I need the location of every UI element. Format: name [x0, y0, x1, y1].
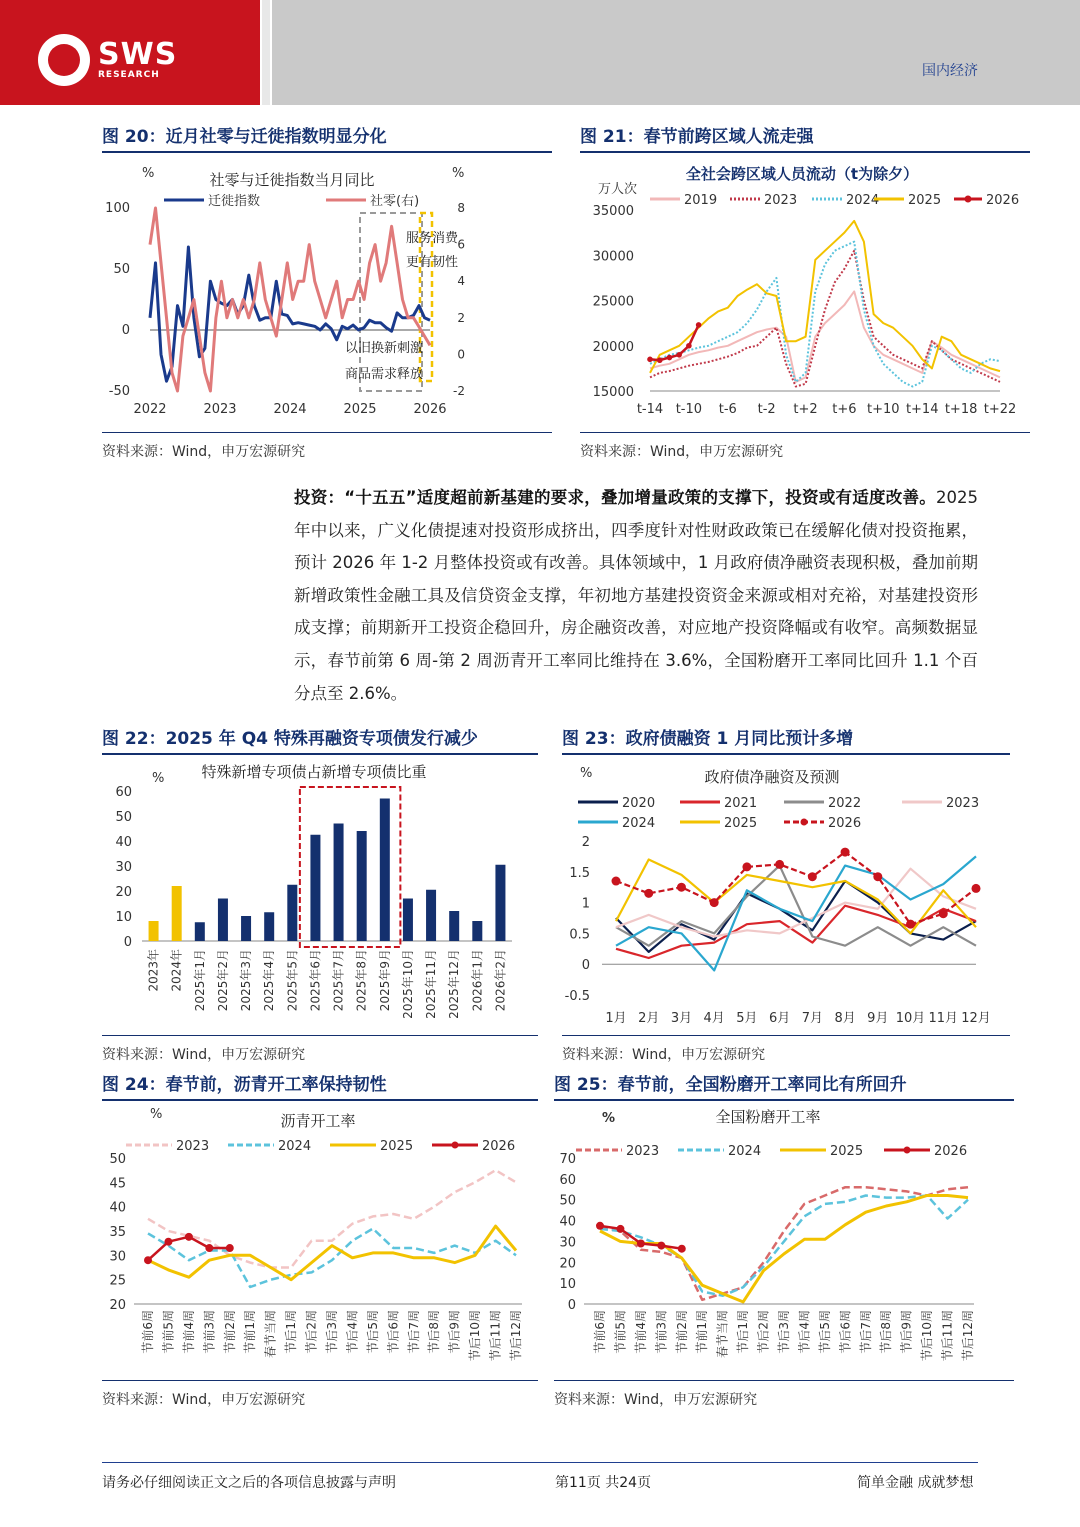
fig25-y-label: %	[602, 1111, 616, 1126]
fig20-xtick: 2022	[133, 402, 167, 417]
fig22-xtick: 2025年12月	[447, 949, 462, 1019]
fig22-xtick: 2025年1月	[192, 949, 207, 1012]
fig22-bar	[380, 799, 390, 942]
fig24-xtick: 节后5周	[365, 1310, 380, 1354]
fig24-legend-2026-marker	[452, 1142, 459, 1149]
fig22-y-label: %	[152, 771, 165, 786]
fig23-legend-2023-label: 2023	[946, 796, 980, 811]
fig20-ytick-left: -50	[108, 384, 130, 399]
fig22-bar	[264, 912, 274, 941]
body-paragraph	[294, 482, 978, 710]
fig21-ytick: 15000	[592, 385, 634, 400]
fig24-xtick: 节前2周	[222, 1310, 237, 1354]
fig21-series-2023	[650, 251, 1000, 387]
fig24-source: 资料来源：Wind，申万宏源研究	[102, 1380, 538, 1409]
fig21-xtick: t+2	[793, 402, 818, 417]
fig23-legend-2025-label: 2025	[724, 816, 758, 831]
fig20-annotation-goods-2: 商品需求释放	[345, 367, 424, 382]
fig22-xtick: 2025年3月	[239, 949, 254, 1012]
fig21-xtick: t+6	[832, 402, 857, 417]
fig24-xtick: 节后3周	[325, 1310, 339, 1354]
fig21-legend-2019-label: 2019	[684, 193, 718, 208]
fig25-legend-2025-label: 2025	[830, 1144, 864, 1159]
fig20-chart	[102, 155, 552, 425]
fig23-point-2026	[612, 877, 621, 886]
fig24-series-2024	[148, 1229, 516, 1287]
fig25-xtick: 节后3周	[777, 1310, 791, 1354]
fig24-point-2026	[185, 1233, 193, 1241]
fig23-ytick: 0	[581, 958, 590, 974]
fig25-ytick: 40	[559, 1214, 576, 1230]
fig22-ytick: 0	[123, 935, 132, 950]
fig25-point-2026	[657, 1242, 665, 1250]
fig25-chart-title: 全国粉磨开工率	[715, 1108, 821, 1126]
fig23-point-2026	[644, 889, 653, 898]
fig20-ytick-right: 0	[457, 347, 465, 362]
logo-main-text: SWS	[98, 37, 178, 72]
fig22-title: 图 22：2025 年 Q4 特殊再融资专项债发行减少	[102, 724, 538, 755]
fig25-title: 图 25：春节前，全国粉磨开工率同比有所回升	[554, 1070, 1014, 1101]
fig22-xtick: 2025年11月	[424, 949, 439, 1019]
fig22-xtick: 2025年8月	[354, 949, 369, 1012]
fig25-ytick: 70	[559, 1152, 576, 1167]
fig24-ytick: 35	[109, 1225, 126, 1240]
fig21-point-2026	[696, 322, 702, 328]
fig23-y-label: %	[580, 766, 593, 781]
fig24-legend-2026-label: 2026	[482, 1139, 516, 1154]
fig23-xtick: 11月	[928, 1011, 959, 1026]
fig20-ytick-right: 4	[457, 274, 465, 289]
fig22-bar	[334, 824, 344, 942]
fig20-ytick-right: 8	[457, 201, 465, 215]
fig24-point-2026	[144, 1256, 152, 1264]
fig21-title: 图 21：春节前跨区域人流走强	[580, 122, 1030, 153]
fig24-chart	[102, 1100, 538, 1378]
fig21-xtick: t-6	[718, 402, 737, 417]
fig23-source: 资料来源：Wind，申万宏源研究	[562, 1035, 1010, 1064]
fig23-xtick: 8月	[834, 1011, 856, 1026]
fig25-point-2026	[616, 1225, 624, 1233]
fig22-chart-title: 特殊新增专项债占新增专项债比重	[201, 763, 427, 781]
fig23-ytick: 0.5	[569, 927, 590, 943]
fig25-legend-2026-marker	[904, 1147, 911, 1154]
fig24-xtick: 节前4周	[181, 1310, 196, 1354]
fig25-xtick: 节后6周	[838, 1310, 853, 1354]
fig23-point-2026	[775, 860, 784, 869]
fig22-bar	[287, 885, 297, 941]
footer-disclaimer: 请务必仔细阅读正文之后的各项信息披露与声明	[102, 1475, 396, 1491]
fig21-point-2026	[667, 355, 673, 361]
fig20-series-migration	[150, 247, 430, 381]
fig23-legend-2026-label: 2026	[828, 816, 862, 831]
fig20-xtick: 2026	[413, 402, 447, 417]
fig25-ytick: 10	[559, 1277, 576, 1293]
fig23-point-2026	[677, 883, 686, 892]
fig25-chart	[554, 1100, 1014, 1378]
fig20-title: 图 20：近月社零与迁徙指数明显分化	[102, 122, 552, 153]
fig21-xtick: t+14	[905, 402, 939, 417]
fig25-xtick: 节后4周	[797, 1310, 812, 1354]
fig22-bar	[403, 899, 413, 942]
fig22-bar	[472, 921, 482, 941]
fig24-legend-2023-label: 2023	[176, 1139, 210, 1154]
fig24-legend-2025-label: 2025	[380, 1139, 414, 1154]
fig25-point-2026	[596, 1222, 604, 1230]
footer-divider	[102, 1462, 978, 1463]
fig24-xtick: 节前6周	[141, 1310, 155, 1354]
fig22-ytick: 20	[115, 885, 132, 900]
fig21-ytick: 25000	[592, 294, 634, 310]
fig23-series-2026	[616, 852, 976, 924]
fig24-xtick: 节后10周	[468, 1310, 483, 1362]
fig21-xtick: t+10	[867, 402, 900, 417]
fig22-ytick: 30	[115, 860, 132, 875]
fig24-ytick: 45	[109, 1176, 126, 1192]
fig24-point-2026	[205, 1244, 213, 1252]
fig24-ytick: 50	[109, 1152, 126, 1167]
fig23-point-2026	[906, 920, 915, 929]
fig25-ytick: 30	[559, 1235, 576, 1251]
fig23-xtick: 12月	[961, 1011, 991, 1026]
fig24-y-label: %	[150, 1107, 163, 1122]
fig23-chart-title: 政府债净融资及预测	[704, 768, 840, 786]
fig20-chart-title: 社零与迁徙指数当月同比	[209, 171, 375, 189]
fig20-legend-migration-label: 迁徙指数	[208, 194, 261, 209]
fig20-left-unit: %	[142, 166, 155, 181]
fig24-chart-title: 沥青开工率	[280, 1112, 356, 1130]
fig21-series-2019	[650, 291, 1000, 382]
fig24-xtick: 节后4周	[345, 1310, 360, 1354]
fig25-series-2025	[600, 1196, 968, 1302]
fig25-xtick: 节后5周	[817, 1310, 832, 1354]
fig25-xtick: 春节当周	[715, 1310, 730, 1359]
fig24-xtick: 节后6周	[386, 1310, 401, 1354]
fig23-ytick: -0.5	[564, 989, 590, 1004]
fig25-legend-2023-label: 2023	[626, 1144, 660, 1159]
fig25-xtick: 节后2周	[756, 1310, 771, 1354]
fig22-xtick: 2025年2月	[215, 949, 230, 1012]
fig24-xtick: 节前1周	[243, 1310, 258, 1354]
fig25-xtick: 节前4周	[633, 1310, 648, 1354]
fig24-xtick: 节后2周	[304, 1310, 319, 1354]
fig22-xtick: 2025年10月	[400, 949, 415, 1019]
fig22-ytick: 40	[115, 835, 132, 850]
fig21-legend-2025-label: 2025	[908, 193, 942, 208]
sws-logo	[38, 34, 177, 86]
fig23-legend-2021-label: 2021	[724, 796, 758, 811]
fig21-source: 资料来源：Wind，申万宏源研究	[580, 432, 1030, 461]
fig24-xtick: 节后1周	[284, 1310, 299, 1354]
fig25-xtick: 节前2周	[674, 1310, 689, 1354]
fig22-ytick: 60	[115, 785, 132, 800]
fig22-bar	[495, 865, 505, 941]
fig23-xtick: 5月	[736, 1011, 758, 1026]
fig20-ytick-right: 2	[457, 310, 465, 325]
fig20-ytick-left: 50	[113, 262, 130, 277]
fig24-xtick: 节前3周	[202, 1310, 217, 1354]
fig23-xtick: 4月	[703, 1011, 725, 1026]
fig23-ytick: 1.5	[569, 865, 590, 881]
fig20-ytick-left: 100	[105, 201, 130, 216]
fig25-legend-2026-label: 2026	[934, 1144, 968, 1159]
fig22-bar	[195, 922, 205, 941]
fig24-title: 图 24：春节前，沥青开工率保持韧性	[102, 1070, 538, 1101]
fig23-xtick: 3月	[670, 1011, 693, 1026]
fig22-bar	[149, 921, 159, 941]
fig25-xtick: 节前1周	[695, 1310, 710, 1354]
fig23-point-2026	[873, 872, 882, 881]
fig23-xtick: 7月	[801, 1011, 824, 1026]
fig23-chart	[562, 755, 1010, 1031]
fig23-ytick: 1	[581, 896, 590, 912]
fig23-point-2026	[841, 848, 850, 857]
fig22-bar	[426, 890, 436, 941]
fig23-legend-2024-label: 2024	[622, 816, 656, 831]
fig25-legend-2024-label: 2024	[728, 1144, 762, 1159]
fig24-ytick: 25	[109, 1273, 126, 1289]
fig22-bar	[357, 831, 367, 941]
fig20-xtick: 2023	[203, 402, 237, 417]
fig23-xtick: 2月	[638, 1011, 660, 1026]
fig23-legend-2022-label: 2022	[828, 796, 862, 811]
fig24-xtick: 节后8周	[427, 1310, 442, 1354]
fig20-ytick-left: 0	[121, 323, 130, 338]
fig21-chart	[580, 155, 1030, 425]
fig22-bar	[241, 916, 251, 941]
fig24-ytick: 20	[109, 1298, 126, 1313]
fig23-legend-2026-marker	[801, 819, 808, 826]
fig23-point-2026	[742, 862, 751, 871]
fig21-series-2024	[650, 242, 1000, 387]
fig22-xtick: 2026年2月	[493, 949, 508, 1012]
fig24-point-2026	[164, 1238, 172, 1246]
fig22-ytick: 50	[115, 810, 132, 825]
fig24-xtick: 节前5周	[161, 1310, 176, 1354]
fig22-xtick: 2023年	[146, 949, 161, 992]
fig25-source: 资料来源：Wind，申万宏源研究	[554, 1380, 1014, 1409]
fig25-xtick: 节后12周	[961, 1310, 975, 1362]
fig23-xtick: 6月	[768, 1011, 791, 1026]
fig22-xtick: 2025年7月	[331, 949, 346, 1012]
fig25-point-2026	[678, 1245, 686, 1253]
fig21-xtick: t-14	[636, 402, 664, 417]
fig20-annotation-service-1: 服务消费	[406, 231, 459, 246]
footer-slogan: 简单金融 成就梦想	[857, 1475, 974, 1491]
fig23-point-2026	[939, 909, 948, 918]
fig21-y-label: 万人次	[598, 182, 638, 197]
header-gray-band	[272, 0, 1080, 105]
fig23-xtick: 1月	[605, 1011, 627, 1026]
fig21-ytick: 20000	[592, 339, 634, 355]
fig22-ytick: 10	[115, 910, 132, 925]
logo-mark-icon	[38, 34, 90, 86]
fig21-xtick: t+18	[944, 402, 978, 417]
fig22-xtick: 2025年6月	[308, 949, 323, 1012]
fig21-point-2026	[686, 343, 692, 349]
fig24-ytick: 30	[109, 1249, 126, 1265]
fig21-point-2026	[676, 352, 682, 358]
fig25-xtick: 节后1周	[736, 1310, 751, 1354]
fig23-point-2026	[808, 872, 817, 881]
fig25-xtick: 节后7周	[858, 1310, 873, 1354]
fig24-point-2026	[226, 1244, 234, 1252]
fig25-ytick: 60	[559, 1172, 576, 1188]
fig24-legend-2024-label: 2024	[278, 1139, 312, 1154]
logo-sub-text: RESEARCH	[98, 70, 160, 80]
fig22-bar	[218, 899, 228, 942]
fig25-xtick: 节前5周	[613, 1310, 628, 1354]
fig21-xtick: t-2	[757, 402, 776, 417]
fig20-ytick-right: 6	[457, 237, 465, 252]
fig22-xtick: 2025年5月	[285, 949, 300, 1012]
fig21-xtick: t-10	[675, 402, 703, 417]
fig21-legend-2023-label: 2023	[764, 193, 798, 208]
fig25-xtick: 节后9周	[899, 1310, 914, 1354]
fig25-xtick: 节前3周	[654, 1310, 669, 1354]
fig24-ytick: 40	[109, 1200, 126, 1216]
fig20-legend-retail-label: 社零(右)	[370, 194, 420, 209]
fig25-ytick: 20	[559, 1256, 576, 1272]
fig23-ytick: 2	[581, 835, 590, 850]
fig23-legend-2020-label: 2020	[622, 796, 656, 811]
footer-page-number: 第11页 共24页	[555, 1475, 652, 1491]
fig22-chart	[102, 755, 538, 1031]
fig23-series-2024	[616, 856, 976, 970]
fig20-xtick: 2024	[273, 402, 307, 417]
fig23-title: 图 23：政府债融资 1 月同比预计多增	[562, 724, 1010, 755]
fig20-annotation-service-2: 更有韧性	[406, 255, 459, 270]
fig21-legend-2026-marker	[965, 196, 972, 203]
header-separator	[262, 0, 270, 105]
fig22-source: 资料来源：Wind，申万宏源研究	[102, 1035, 538, 1064]
fig23-point-2026	[710, 898, 719, 907]
fig25-ytick: 50	[559, 1193, 576, 1209]
section-tag: 国内经济	[922, 63, 978, 79]
fig23-xtick: 9月	[867, 1011, 889, 1026]
fig25-xtick: 节前6周	[593, 1310, 607, 1354]
fig20-xtick: 2025	[343, 402, 377, 417]
fig20-ytick-right: -2	[453, 384, 465, 398]
fig21-series-2025	[650, 221, 1000, 373]
fig21-ytick: 35000	[592, 204, 634, 219]
fig25-xtick: 节后11周	[940, 1310, 955, 1362]
fig21-legend-2024-label: 2024	[846, 193, 880, 208]
fig24-xtick: 春节当周	[263, 1310, 278, 1359]
fig20-source: 资料来源：Wind，申万宏源研究	[102, 432, 552, 461]
fig22-bar	[310, 835, 320, 941]
fig23-point-2026	[972, 884, 981, 893]
fig21-point-2026	[647, 357, 653, 363]
fig25-ytick: 0	[567, 1298, 576, 1313]
fig21-legend-2026-label: 2026	[986, 193, 1020, 208]
fig20-right-unit: %	[452, 166, 465, 181]
fig25-xtick: 节后8周	[879, 1310, 894, 1354]
fig25-xtick: 节后10周	[920, 1310, 935, 1362]
fig24-xtick: 节后12周	[509, 1310, 523, 1362]
fig25-point-2026	[637, 1240, 645, 1248]
fig21-xtick: t+22	[983, 402, 1017, 417]
fig21-ytick: 30000	[592, 249, 634, 265]
body-lead: 投资：“十五五”适度超前新基建的要求，叠加增量政策的支撑下，投资或有适度改善。	[294, 488, 936, 507]
fig22-xtick: 2025年4月	[262, 949, 277, 1012]
fig22-xtick: 2024年	[169, 949, 184, 992]
fig24-xtick: 节后7周	[406, 1310, 421, 1354]
fig21-point-2026	[657, 357, 663, 363]
fig20-annotation-goods-1: 以旧换新刺激	[345, 341, 424, 356]
fig22-xtick: 2025年9月	[377, 949, 392, 1012]
fig22-bar	[172, 886, 182, 941]
body-rest: 2025 年中以来，广义化债提速对投资形成挤出，四季度针对性财政政策已在缓解化债对投资拖累，预计 2026 年 1-2 月整体投资或有改善。具体领域中，1 月政府债净融资表现积极，叠加前期新增政策性金融工具及信贷资金支撑，年初地方基建投资资金来源或相对充裕，对基建投资形成支撑；前期新开工投资企稳回升，房企融资改善，对应地产投资降幅或有收窄。高频数据显示，春节前第 6 周-第 2 周沥青开工率同比维持在 3.6%，全国粉磨开工率同比回升 1.1 个百分点至 2.6%。	[294, 488, 978, 703]
fig24-xtick: 节后11周	[488, 1310, 503, 1362]
fig22-bar	[449, 911, 459, 941]
fig22-xtick: 2026年1月	[470, 949, 485, 1012]
fig24-xtick: 节后9周	[447, 1310, 462, 1354]
fig21-chart-title: 全社会跨区域人员流动（t为除夕）	[685, 165, 919, 183]
fig23-xtick: 10月	[895, 1011, 926, 1026]
fig23-series-2020	[616, 881, 976, 952]
